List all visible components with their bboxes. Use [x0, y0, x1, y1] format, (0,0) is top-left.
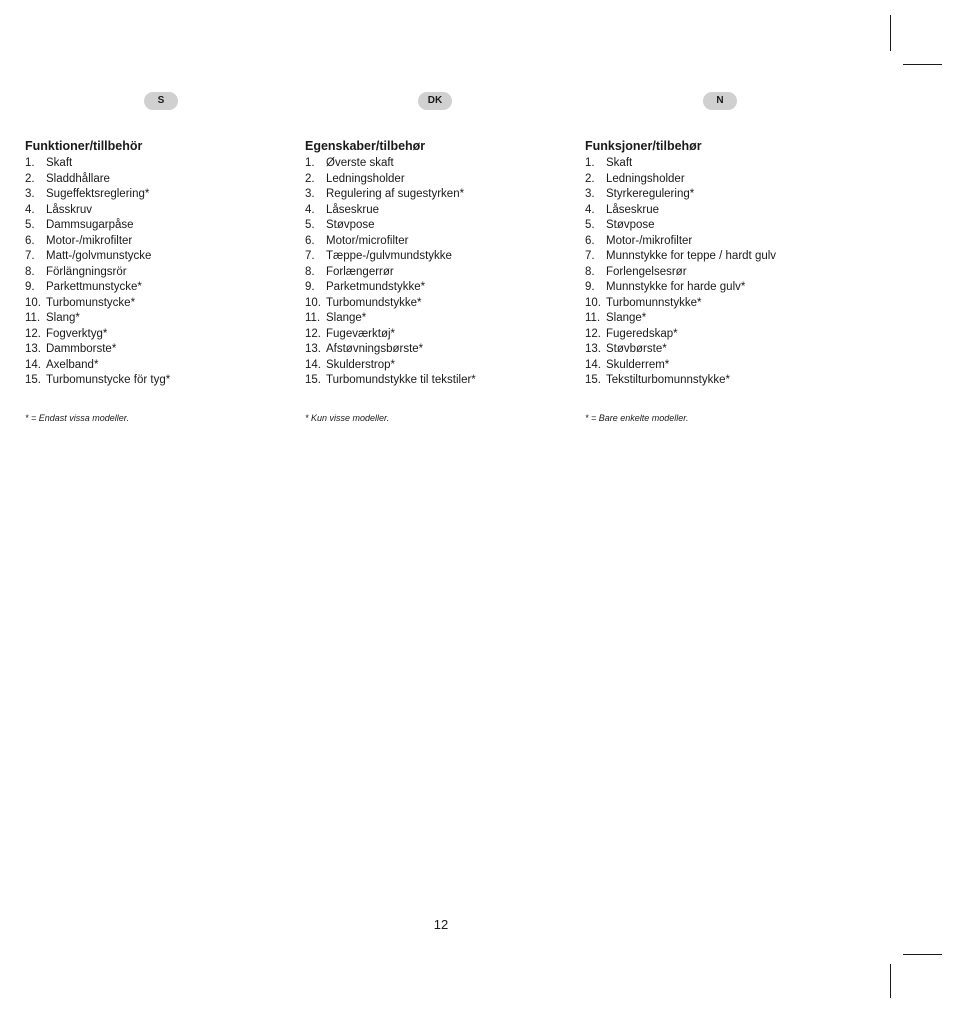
item-label: Sladdhållare	[46, 172, 110, 185]
item-label: Matt-/golvmunstycke	[46, 250, 152, 262]
item-number: 10.	[25, 296, 41, 309]
item-number: 10.	[585, 296, 601, 309]
item-number: 5.	[585, 219, 595, 231]
item-number: 15.	[25, 374, 41, 386]
item-label: Afstøvningsbørste*	[326, 343, 424, 355]
item-label: Skulderrem*	[606, 358, 670, 371]
section-heading: Funktioner/tillbehör	[25, 139, 143, 153]
item-number: 4.	[305, 203, 315, 216]
item-label: Tæppe-/gulvmundstykke	[326, 250, 452, 262]
item-label: Låseskrue	[326, 203, 380, 216]
footnote: * Kun visse modeller.	[305, 413, 390, 423]
item-label: Turbomunstycke för tyg*	[46, 374, 171, 386]
item-number: 11.	[585, 312, 601, 324]
item-number: 3.	[585, 188, 595, 200]
crop-mark-bottom-vertical	[890, 964, 891, 998]
item-number: 9.	[25, 281, 35, 293]
section-heading: Egenskaber/tilbehør	[305, 139, 426, 153]
item-number: 1.	[305, 157, 315, 169]
item-label: Støvbørste*	[606, 343, 667, 355]
item-label: Regulering af sugestyrken*	[326, 188, 465, 200]
item-number: 7.	[305, 250, 315, 262]
item-number: 3.	[305, 188, 315, 200]
item-number: 15.	[305, 374, 321, 386]
section-heading: Funksjoner/tilbehør	[585, 139, 702, 153]
item-label: Forlengelsesrør	[606, 265, 687, 278]
item-label: Forlængerrør	[326, 265, 394, 278]
item-label: Slange*	[606, 312, 647, 324]
item-number: 5.	[25, 219, 35, 231]
item-label: Skaft	[606, 157, 633, 169]
item-label: Parketmundstykke*	[326, 281, 426, 293]
item-number: 9.	[585, 281, 595, 293]
item-number: 14.	[585, 358, 601, 371]
item-label: Styrkeregulering*	[606, 188, 695, 200]
item-number: 2.	[25, 172, 35, 185]
item-label: Dammsugarpåse	[46, 219, 134, 231]
page-number: 12	[433, 917, 449, 932]
item-label: Støvpose	[326, 219, 375, 231]
item-label: Skulderstrop*	[326, 358, 396, 371]
item-label: Øverste skaft	[326, 157, 394, 169]
item-number: 11.	[25, 312, 41, 324]
item-number: 11.	[305, 312, 321, 324]
item-number: 10.	[305, 296, 321, 309]
item-label: Låseskrue	[606, 203, 660, 216]
item-number: 8.	[585, 265, 595, 278]
item-label: Dammborste*	[46, 343, 117, 355]
item-label: Turbomunstycke*	[46, 296, 136, 309]
item-label: Skaft	[46, 157, 73, 169]
item-number: 9.	[305, 281, 315, 293]
item-label: Turbomundstykke*	[326, 296, 422, 309]
item-number: 4.	[25, 203, 35, 216]
crop-mark-top-horizontal	[903, 64, 942, 65]
item-number: 12.	[305, 327, 321, 340]
item-number: 12.	[25, 327, 41, 340]
item-number: 5.	[305, 219, 315, 231]
crop-mark-bottom-horizontal	[903, 954, 942, 955]
item-number: 8.	[25, 265, 35, 278]
item-label: Låsskruv	[46, 203, 93, 216]
item-number: 6.	[585, 234, 595, 247]
item-number: 15.	[585, 374, 601, 386]
footnote: * = Endast vissa modeller.	[25, 413, 129, 423]
item-number: 6.	[25, 234, 35, 247]
item-number: 1.	[25, 157, 35, 169]
item-number: 4.	[585, 203, 595, 216]
item-number: 2.	[585, 172, 595, 185]
language-badge: S	[144, 92, 178, 110]
item-number: 8.	[305, 265, 315, 278]
item-label: Motor/microfilter	[326, 234, 409, 247]
item-label: Motor-/mikrofilter	[606, 234, 693, 247]
item-number: 13.	[585, 343, 601, 355]
item-label: Munnstykke for harde gulv*	[606, 281, 746, 293]
item-number: 12.	[585, 327, 601, 340]
item-label: Fugeredskap*	[606, 327, 678, 340]
item-label: Motor-/mikrofilter	[46, 234, 133, 247]
item-number: 14.	[305, 358, 321, 371]
item-label: Parkettmunstycke*	[46, 281, 142, 293]
item-label: Fugeværktøj*	[326, 327, 396, 340]
language-badge: DK	[418, 92, 452, 110]
item-label: Munnstykke for teppe / hardt gulv	[606, 250, 777, 262]
item-number: 13.	[25, 343, 41, 355]
item-number: 7.	[585, 250, 595, 262]
language-badge: N	[703, 92, 737, 110]
item-label: Fogverktyg*	[46, 327, 108, 340]
item-label: Slang*	[46, 312, 80, 324]
item-label: Turbomunnstykke*	[606, 296, 702, 309]
item-label: Slange*	[326, 312, 367, 324]
footnote: * = Bare enkelte modeller.	[585, 413, 689, 423]
item-number: 13.	[305, 343, 321, 355]
item-number: 6.	[305, 234, 315, 247]
item-label: Sugeffektsreglering*	[46, 188, 150, 200]
item-number: 7.	[25, 250, 35, 262]
item-number: 2.	[305, 172, 315, 185]
item-number: 14.	[25, 358, 41, 371]
crop-mark-top-vertical	[890, 15, 891, 51]
item-label: Förlängningsrör	[46, 265, 127, 278]
item-label: Tekstilturbomunnstykke*	[606, 374, 730, 386]
item-label: Ledningsholder	[606, 172, 685, 185]
item-label: Ledningsholder	[326, 172, 405, 185]
item-label: Støvpose	[606, 219, 655, 231]
item-label: Axelband*	[46, 358, 99, 371]
item-number: 3.	[25, 188, 35, 200]
item-label: Turbomundstykke til tekstiler*	[326, 374, 476, 386]
item-number: 1.	[585, 157, 595, 169]
